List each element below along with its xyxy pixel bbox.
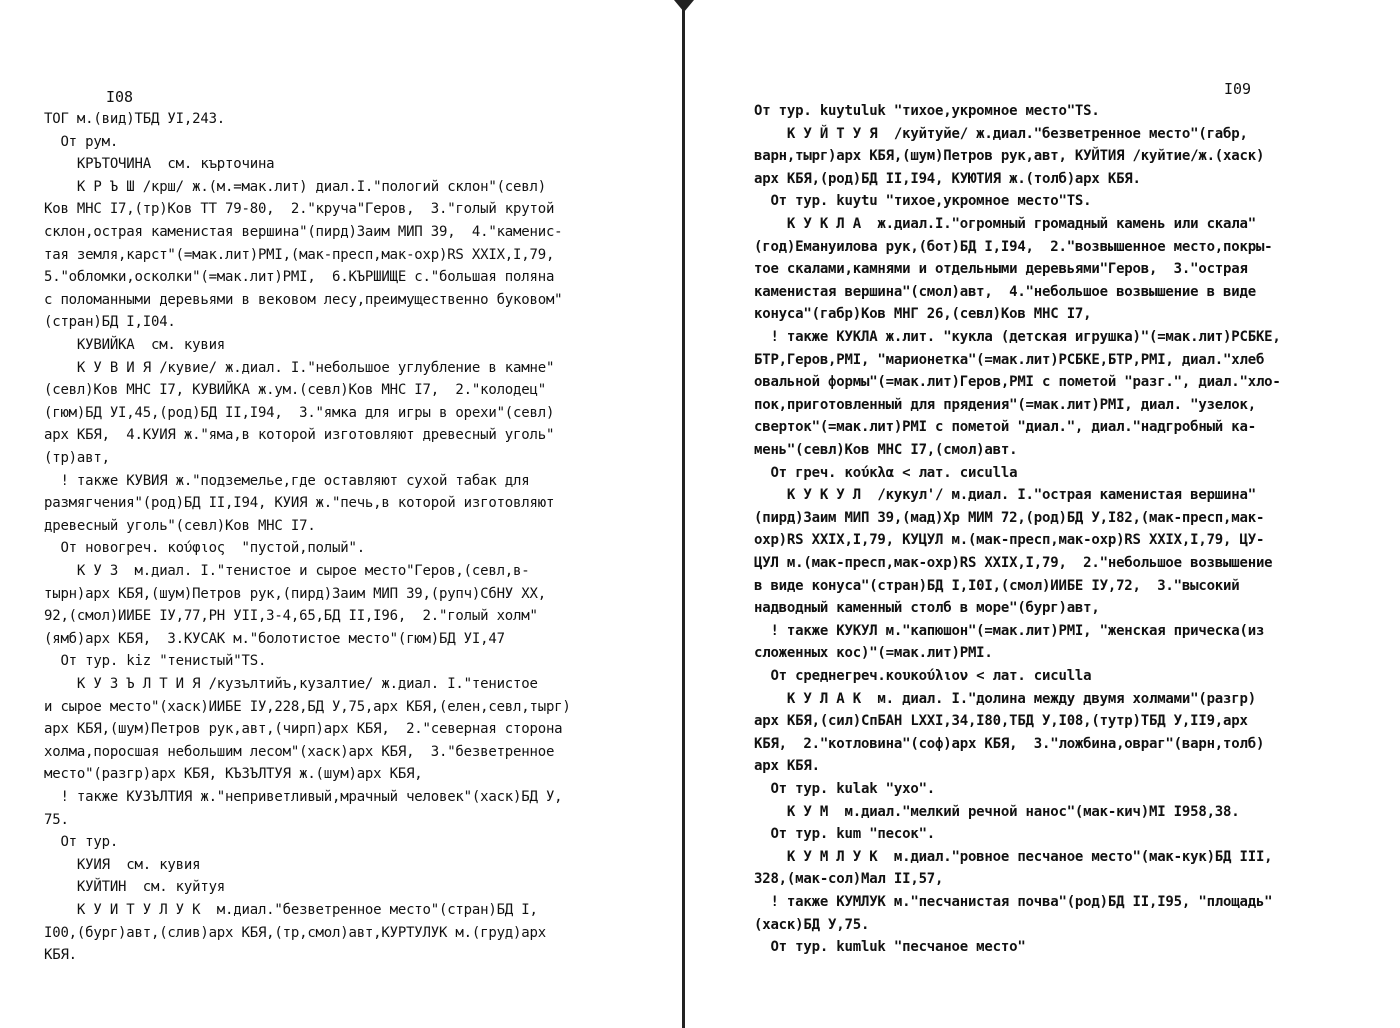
text-line: арх КБЯ, 4.КУИЯ ж."яма,в которой изготовляют древесный уголь" [44, 427, 555, 444]
text-line: К У Л А К м. диал. I."долина между двумя холмами"(разгр) [754, 690, 1256, 707]
text-line: овальной формы"(=мак.лит)Геров,РМI с пометой "разг.", диал."хло- [754, 374, 1281, 391]
text-line: каменистая вершина"(смол)авт, 4."небольшое возвышение в виде [754, 283, 1256, 300]
text-line: сверток"(=мак.лит)РМI с пометой "диал.", диал."надгробный ка- [754, 419, 1256, 436]
page-number: I08 [106, 88, 134, 106]
text-line: ЦУЛ м.(мак-пресп,мак-охр)RS XXIX,I,79, 2."небольшое возвышение [754, 555, 1273, 571]
text-line: с поломанными деревьями в вековом лесу,преимущественно буковом" [44, 291, 563, 308]
text-line: КУЙТИН см. куйтуя [44, 879, 226, 896]
text-line: К У З м.диал. I."тенистое и сырое место"Геров,(севл,в- [44, 563, 530, 579]
page-divider [682, 0, 685, 1028]
text-line: К У З Ъ Л Т И Я /кузълтийъ,кузалтие/ ж.диал. I."тенистое [44, 676, 538, 692]
text-line: (хаск)БД У,75. [754, 916, 870, 933]
text-line: КБЯ, 2."котловина"(соф)арх КБЯ, 3."ложбина,овраг"(варн,толб) [754, 735, 1265, 752]
text-line: От тур. kuytu "тихое,укромное место"TS. [754, 193, 1092, 210]
right-page [690, 0, 1400, 1028]
text-line: 92,(смол)ИИБЕ IУ,77,РН УII,3-4,65,БД II,I96, 2."голый холм" [44, 608, 538, 625]
text-line: пок,приготовленный для прядения"(=мак.лит)РМI, диал. "узелок, [754, 396, 1256, 413]
text-line: ! также КУКУЛ м."капюшон"(=мак.лит)РМI, "женская прическа(из [754, 622, 1265, 639]
text-line: сложенных кос)"(=мак.лит)РМI. [754, 645, 993, 662]
text-line: От тур. kumluk "песчаное место" [754, 939, 1026, 956]
text-line: ! также КУКЛА ж.лит. "кукла (детская игрушка)"(=мак.лит)РСБКЕ, [754, 329, 1281, 345]
text-line: 328,(мак-сол)Мал II,57, [754, 871, 944, 888]
text-line: 5."обломки,осколки"(=мак.лит)РМI, 6.КЪРШИЩЕ с."большая поляна [44, 269, 555, 286]
text-line: От тур. kiz "тенистый"TS. [44, 653, 267, 670]
text-line: (пирд)Заим МИП 39,(мад)Хр МИМ 72,(род)БД У,I82,(мак-пресп,мак- [754, 509, 1265, 526]
text-line: КУИЯ см. кувия [44, 856, 201, 873]
text-line: К У В И Я /кувие/ ж.диал. I."небольшое углубление в камне" [44, 359, 555, 376]
text-line: От тур. kum "песок". [754, 826, 936, 843]
text-line: К У К Л А ж.диал.I."огромный громадный камень или скала" [754, 216, 1256, 232]
text-line: и сырое место"(хаск)ИИБЕ IУ,228,БД У,75,арх КБЯ,(елен,севл,тырг) [44, 698, 571, 715]
text-line: размягчения"(род)БД II,I94, КУИЯ ж."печь,в которой изготовляют [44, 495, 555, 512]
text-line: От тур. kulak "ухо". [754, 781, 936, 797]
text-line: арх КБЯ. [754, 758, 820, 775]
text-line: мень"(севл)Ков МНС I7,(смол)авт. [754, 442, 1018, 458]
text-line: К У Й Т У Я /куйтуйе/ ж.диал."безветренное место"(габр, [754, 125, 1248, 142]
text-line: От рум. [44, 133, 119, 150]
text-line: конуса"(габр)Ков МНГ 26,(севл)Ков МНС I7, [754, 306, 1092, 323]
text-line: арх КБЯ,(род)БД II,I94, КУЮТИЯ ж.(толб)арх КБЯ. [754, 170, 1141, 187]
text-line: арх КБЯ,(шум)Петров рук,авт,(чирп)арх КБЯ, 2."северная сторона [44, 721, 563, 738]
text-line: древесный уголь"(севл)Ков МНС I7. [44, 517, 316, 534]
text-line: тое скалами,камнями и отдельными деревьями"Геров, 3."острая [754, 261, 1248, 278]
text-line: К У К У Л /кукул'/ м.диал. I."острая каменистая вершина" [754, 487, 1256, 504]
text-line: (стран)БД I,I04. [44, 314, 176, 331]
text-line: тая земля,карст"(=мак.лит)РМI,(мак-пресп,мак-охр)RS XXIX,I,79, [44, 246, 555, 263]
text-line: варн,тырг)арх КБЯ,(шум)Петров рук,авт, КУЙТИЯ /куйтие/ж.(хаск) [754, 148, 1265, 165]
text-line: арх КБЯ,(сил)СпБАН LXXI,34,I80,ТБД У,I08,(тутр)ТБД У,II9,арх [754, 713, 1248, 730]
text-line: (тр)авт, [44, 450, 110, 466]
text-line: К Р Ъ Ш /крш/ ж.(м.=мак.лит) диал.I."пологий склон"(севл) [44, 178, 546, 195]
text-line: (севл)Ков МНС I7, КУВИЙКА ж.ум.(севл)Ков МНС I7, 2."колодец" [44, 382, 546, 399]
text-line: холма,поросшая небольшим лесом"(хаск)арх КБЯ, 3."безветренное [44, 743, 555, 760]
text-line: К У М м.диал."мелкий речной нанос"(мак-кич)МI I958,38. [754, 803, 1240, 820]
text-line: I00,(бург)авт,(слив)арх КБЯ,(тр,смол)авт,КУРТУЛУК м.(груд)арх [44, 924, 546, 941]
text-line: (год)Емануилова рук,(бот)БД I,I94, 2."возвышенное место,покры- [754, 238, 1273, 255]
text-line: От среднегреч.κουκούλιον < лат. сисulla [754, 668, 1092, 684]
text-line: охр)RS XXIX,I,79, КУЦУЛ м.(мак-пресп,мак-охр)RS XXIX,I,79, ЦУ- [754, 532, 1265, 549]
text-line: КБЯ. [44, 947, 77, 964]
text-line: место"(разгр)арх КБЯ, КЪЗЪЛТУЯ ж.(шум)арх КБЯ, [44, 766, 423, 783]
text-line: От тур. [44, 834, 119, 851]
text-line: ТОГ м.(вид)ТБД УI,243. [44, 111, 226, 127]
text-line: От греч. κούκλα < лат. сисulla [754, 464, 1018, 481]
text-line: (ямб)арх КБЯ, 3.КУСАК м."болотистое место"(гюм)БД УI,47 [44, 630, 505, 647]
text-line: в виде конуса"(стран)БД I,I0I,(смол)ИИБЕ IУ,72, 3."высокий [754, 577, 1240, 594]
text-line: ! также КУЗЪЛТИЯ ж."неприветливый,мрачный человек"(хаск)БД У, [44, 789, 563, 805]
text-line: К У М Л У К м.диал."ровное песчаное место"(мак-кук)БД III, [754, 848, 1273, 865]
left-page [0, 0, 680, 1028]
text-line: (гюм)БД УI,45,(род)БД II,I94, 3."ямка для игры в орехи"(севл) [44, 404, 555, 421]
text-line: тырн)арх КБЯ,(шум)Петров рук,(пирд)Заим МИП 39,(рупч)СбНУ XX, [44, 585, 546, 602]
text-line: К У И Т У Л У К м.диал."безветренное место"(стран)БД I, [44, 902, 538, 918]
text-line: надводный каменный столб в море"(бург)авт, [754, 600, 1100, 617]
text-line: склон,острая каменистая вершина"(пирд)Заим МИП 39, 4."каменис- [44, 224, 563, 240]
text-line: КРЪТОЧИНА см. кърточина [44, 156, 275, 173]
text-line: 75. [44, 811, 69, 828]
page-number: I09 [1224, 80, 1252, 98]
text-line: ! также КУВИЯ ж."подземелье,где оставляют сухой табак для [44, 472, 530, 489]
text-line: Ков МНС I7,(тр)Ков ТТ 79-80, 2."круча"Геров, 3."голый крутой [44, 201, 555, 218]
text-line: От тур. kuytuluk "тихое,укромное место"TS. [754, 103, 1100, 119]
text-line: ! также КУМЛУК м."песчанистая почва"(род)БД II,I95, "площадь" [754, 894, 1273, 910]
text-line: БТР,Геров,РМI, "марионетка"(=мак.лит)РСБКЕ,БТР,РМI, диал."хлеб [754, 351, 1265, 368]
text-line: От новогреч. κούφιος "пустой,полый". [44, 540, 365, 557]
text-line: КУВИЙКА см. кувия [44, 337, 226, 353]
